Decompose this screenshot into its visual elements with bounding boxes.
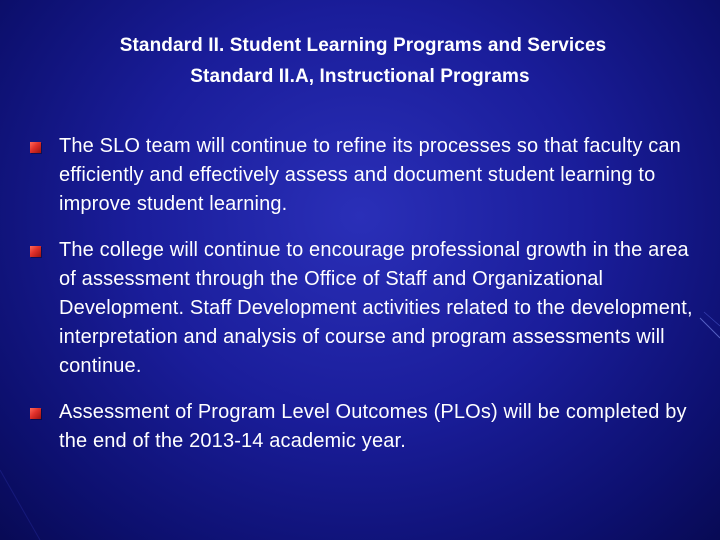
bullet-text: Assessment of Program Level Outcomes (PLOs) will be completed by the end of the 2013-14 academic year. bbox=[59, 401, 687, 452]
bullet-item bbox=[30, 132, 700, 219]
bullet-item bbox=[30, 398, 700, 456]
bullet-list bbox=[30, 132, 700, 473]
square-bullet-icon bbox=[30, 246, 41, 257]
bullet-item bbox=[30, 236, 700, 381]
square-bullet-icon bbox=[30, 142, 41, 153]
title-line-1: Standard II. Student Learning Programs and Services bbox=[119, 35, 607, 56]
slide-title bbox=[0, 30, 720, 92]
bullet-text: The college will continue to encourage professional growth in the area of assessment through the Office of Staff and Organizational Development. Staff Development activities related to the development, interpretation and analysis of course and program assessments will continue. bbox=[59, 239, 693, 377]
title-line-2: Standard II.A, Instructional Programs bbox=[190, 66, 530, 87]
square-bullet-icon bbox=[30, 408, 41, 419]
bullet-text: The SLO team will continue to refine its processes so that faculty can efficiently and effectively assess and document student learning to improve student learning. bbox=[59, 135, 681, 215]
